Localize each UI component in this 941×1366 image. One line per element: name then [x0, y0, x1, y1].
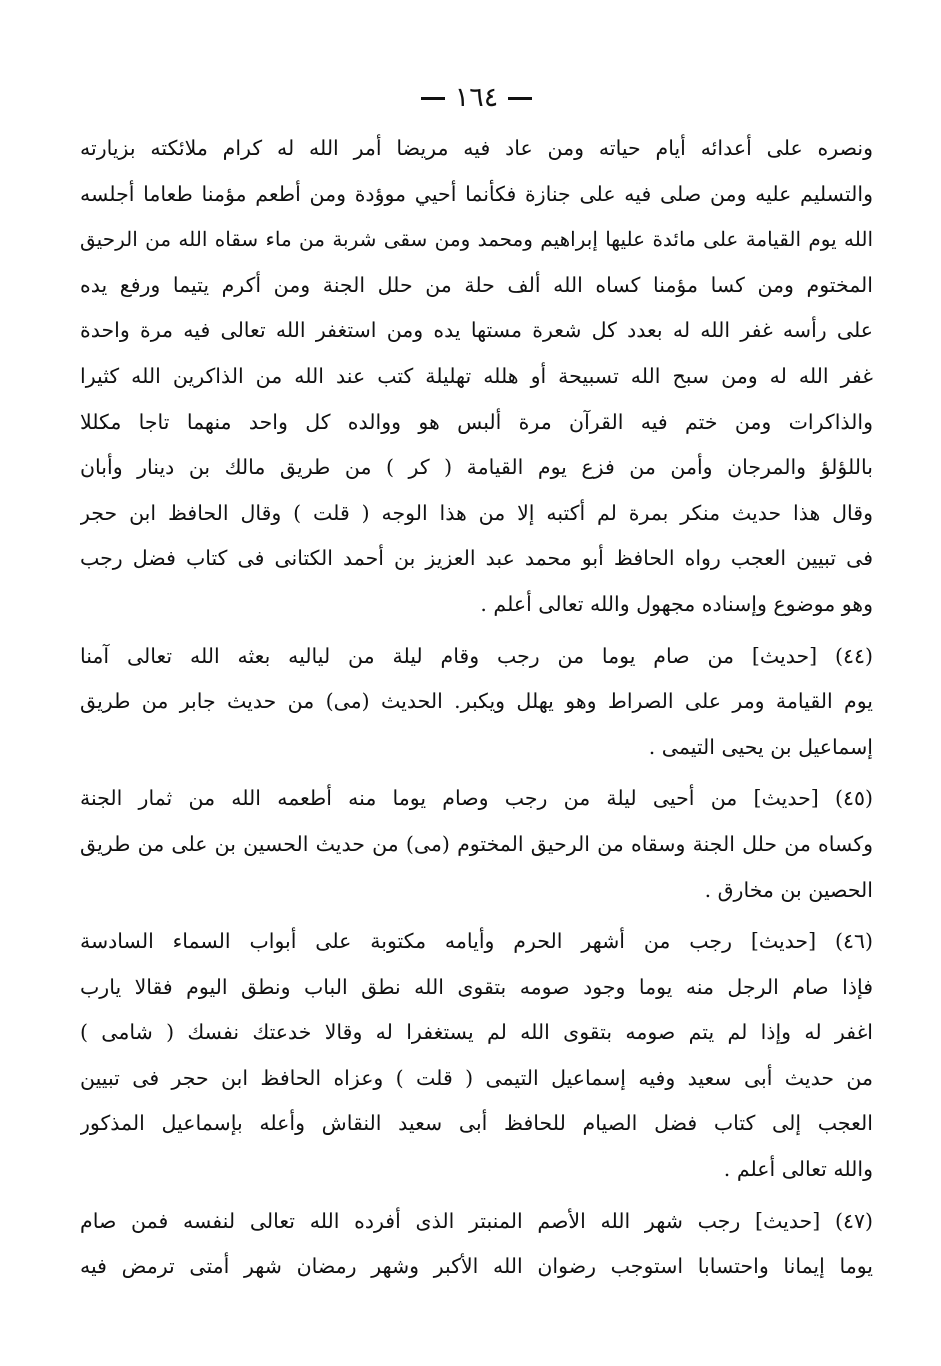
text-line: والذاكرات ومن ختم فيه القرآن مرة ألبس هو ووالده كل واحد منهما تاجا مكللا — [80, 409, 873, 434]
text-line: وكساه من حلل الجنة وسقاه من الرحيق المختوم (مى) من حديث الحسين بن على من طريق — [80, 831, 873, 856]
text-line: المختوم ومن كسا مؤمنا كساه الله ألف حلة من حلل الجنة ومن أكرم يتيما ورفع يده — [80, 272, 873, 297]
text-line: (٤٧) [حديث] رجب شهر الله الأصم المنبتر الذى أفرده الله تعالى لنفسه فمن صام — [80, 1208, 873, 1233]
page-number — [80, 78, 873, 126]
text-line: اغفر له وإذا لم يتم صومه بتقوى الله لم يستغفرا له وقالا خدعتك نفسك ( شامى ) — [80, 1020, 873, 1045]
text-line: وهو موضوع وإسناده مجهول والله تعالى أعلم . — [480, 591, 873, 616]
text-line: غفر الله له ومن سبح الله تسبيحة أو هلله تهليلة كتب عند الله من الذاكرين الله كثيرا — [80, 363, 873, 388]
text-line: والله تعالى أعلم . — [723, 1157, 873, 1182]
hadith-44 — [80, 634, 873, 771]
text-line: الله يوم القيامة على مائدة عليها إبراهيم ومحمد ومن سقى شربة من ماء سقاه الله من الرحيق — [80, 227, 873, 252]
text-line: يوما إيمانا واحتسابا استوجب رضوان الله الأكبر وشهر رمضان شهر أمتى ترمض فيه — [80, 1254, 873, 1279]
page-number-text: ١٦٤ — [454, 82, 499, 113]
hadith-46 — [80, 919, 873, 1193]
text-line: وقال هذا حديث منكر بمرة لم أكتبه إلا من هذا الوجه ( قلت ) وقال الحافظ ابن حجر — [80, 500, 873, 525]
text-line: على رأسه غفر الله له بعدد كل شعرة مستها يده ومن استغفر الله تعالى فيه مرة واحدة — [80, 318, 873, 343]
hadith-45 — [80, 776, 873, 913]
text-line: إسماعيل بن يحيى التيمى . — [648, 734, 873, 759]
text-line: ونصره على أعدائه أيام حياته ومن عاد فيه مريضا أمر الله له كرام ملائكته بزيارته — [80, 136, 873, 160]
hadith-47 — [80, 1199, 873, 1290]
dash-right — [421, 97, 445, 100]
text-line: يوم القيامة ومر على الصراط وهو يهلل ويكبر. الحديث (مى) من حديث جابر من طريق — [80, 689, 873, 714]
text-line: من حديث أبى سعيد وفيه إسماعيل التيمى ( قلت ) وعزاه الحافظ ابن حجر فى تبيين — [80, 1065, 873, 1090]
paragraph-intro — [80, 126, 873, 628]
text-line: (٤٥) [حديث] من أحيى ليلة من رجب وصام يوما منه أطعمه الله من ثمار الجنة — [80, 786, 873, 811]
text-line: فإذا صام الرجل منه يوما وجود صومه بتقوى الله نطق الباب ونطق اليوم فقالا يارب — [80, 974, 873, 999]
text-line: (٤٤) [حديث] من صام يوما من رجب وقام ليلة من لياليه بعثه الله تعالى آمنا — [80, 643, 873, 668]
text-line: باللؤلؤ والمرجان وأمن من فزع يوم القيامة ( كر ) من طريق مالك بن دينار وأبان — [80, 455, 873, 480]
dash-left — [508, 97, 532, 100]
text-line: (٤٦) [حديث] رجب من أشهر الحرم وأيامه مكتوبة على أبواب السماء السادسة — [80, 929, 873, 954]
text-line: العجب إلى كتاب فضل الصيام للحافظ أبى سعيد النقاش وأعله بإسماعيل المذكور — [80, 1111, 873, 1136]
text-line: الحصين بن مخارق . — [704, 877, 873, 902]
text-line: والتسليم عليه ومن صلى فيه على جنازة فكأنما أحيي موؤدة ومن أطعم مؤمنا طعاما أجلسه — [80, 181, 873, 206]
text-line: فى تبيين العجب رواه الحافظ أبو محمد عبد العزيز بن أحمد الكتانى فى كتاب فضل رجب — [80, 546, 873, 571]
